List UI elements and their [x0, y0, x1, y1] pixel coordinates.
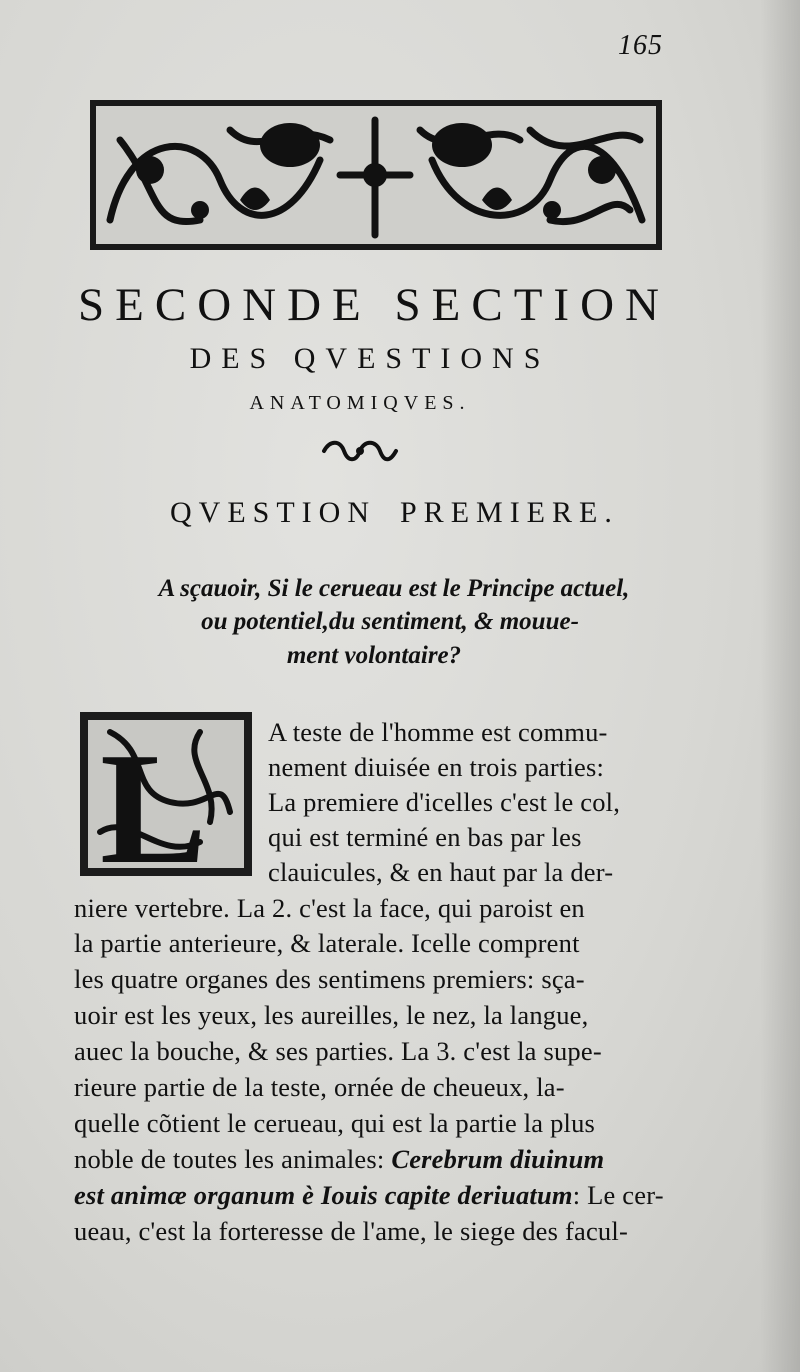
section-subtitle: DES QVESTIONS [189, 342, 551, 375]
body-line: nement diuisée en trois parties: [268, 752, 605, 782]
body-text: : Le cer- [572, 1180, 664, 1210]
section-subtitle-2: ANATOMIQVES. [249, 392, 471, 414]
body-line: rieure partie de la teste, ornée de cheueux, la- [74, 1072, 565, 1102]
decorated-initial [80, 712, 252, 876]
body-line: qui est terminé en bas par les [268, 822, 582, 852]
body-line: ueau, c'est la forteresse de l'ame, le siege des facul- [74, 1216, 628, 1246]
page-number: 165 [618, 30, 663, 61]
question-subtitle-line: A sçauoir, Si le cerueau est le Principe actuel, [158, 575, 630, 602]
body-line: clauicules, & en haut par la der- [268, 857, 614, 887]
body-line [74, 1180, 664, 1211]
body-text: noble de toutes les animales: [74, 1144, 392, 1174]
dropcap-letter: L [100, 719, 207, 876]
body-line: niere vertebre. La 2. c'est la face, qui paroist en [74, 893, 585, 923]
latin-quote: Cerebrum diuinum [391, 1144, 605, 1174]
body-line: La premiere d'icelles c'est le col, [268, 787, 621, 817]
ornamental-headpiece [90, 100, 662, 250]
question-subtitle-line: ou potentiel,du sentiment, & mouue- [201, 608, 579, 635]
body-line: uoir est les yeux, les aureilles, le nez, la langue, [74, 1000, 589, 1030]
question-title-word1: QVESTION [170, 496, 376, 529]
section-title: SECONDE SECTION [78, 279, 670, 331]
question-title-word2: PREMIERE. [400, 496, 619, 529]
body-line [74, 1144, 604, 1175]
body-line: la partie anterieure, & laterale. Icelle comprent [74, 928, 580, 958]
body-line: auec la bouche, & ses parties. La 3. c'est la supe- [74, 1036, 602, 1066]
body-line: A teste de l'homme est commu- [268, 717, 608, 747]
spine-shadow [760, 0, 800, 1372]
fleuron-ornament [320, 438, 400, 464]
latin-quote: est animæ organum è Iouis capite deriuatum [74, 1180, 573, 1210]
body-line: quelle cõtient le cerueau, qui est la partie la plus [74, 1108, 596, 1138]
question-subtitle-line: ment volontaire? [286, 642, 462, 669]
body-line: les quatre organes des sentimens premiers: sça- [74, 964, 585, 994]
question-title [170, 496, 619, 530]
